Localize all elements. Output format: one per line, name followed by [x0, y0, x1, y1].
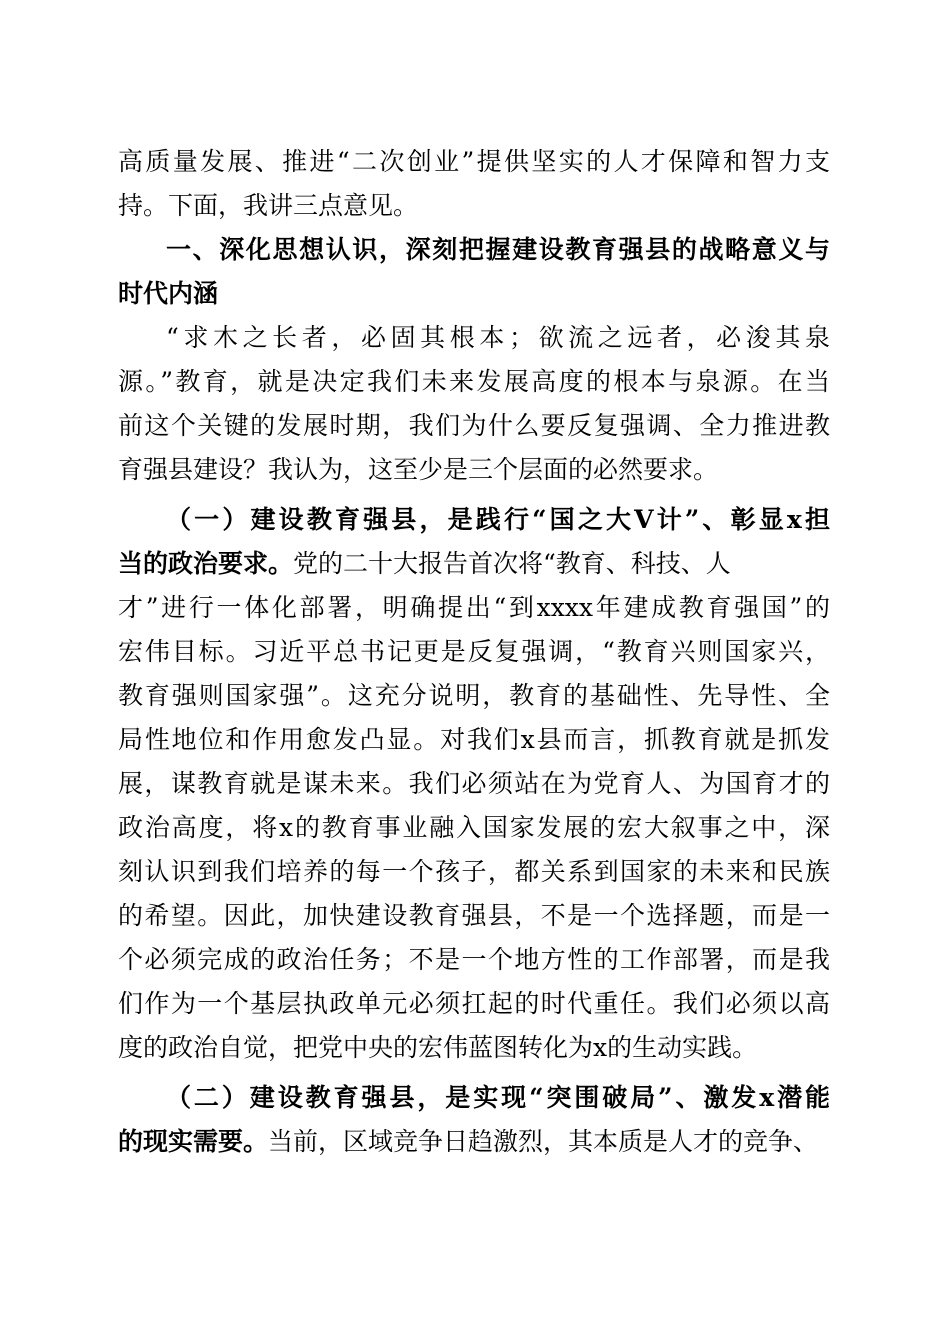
paragraph-text: 党的二十大报告首次将“教育、科技、人: [293, 549, 731, 578]
paragraph-line: 们作为一个基层执政单元必须扛起的时代重任。我们必须以高: [118, 989, 830, 1018]
subheading-tail: 当的政治要求。: [118, 549, 294, 578]
paragraph-line: 局性地位和作用愈发凸显。对我们x县而言，抓教育就是抓发: [118, 725, 830, 754]
paragraph-line: 前这个关键的发展时期，我们为什么要反复强调、全力推进教: [118, 411, 830, 440]
quote-line: “求木之长者，必固其根本；欲流之远者，必浚其泉: [166, 323, 830, 352]
paragraph-line: [118, 544, 830, 584]
paragraph-line: 个必须完成的政治任务；不是一个地方性的工作部署，而是我: [118, 945, 830, 974]
paragraph-text: 当前，区域竞争日趋激烈，其本质是人才的竞争、: [268, 1127, 819, 1156]
paragraph-line: 刻认识到我们培养的每一个孩子，都关系到国家的未来和民族: [118, 857, 830, 886]
paragraph-line: [118, 1122, 830, 1162]
paragraph-line: 持。下面，我讲三点意见。: [118, 191, 419, 220]
section-heading: 时代内涵: [118, 279, 219, 308]
paragraph-line: 源。”教育，就是决定我们未来发展高度的根本与泉源。在当: [118, 367, 830, 396]
paragraph-line: 展，谋教育就是谋未来。我们必须站在为党育人、为国育才的: [118, 769, 830, 798]
paragraph-line: 度的政治自觉，把党中央的宏伟蓝图转化为x的生动实践。: [118, 1033, 758, 1062]
paragraph-line: 宏伟目标。习近平总书记更是反复强调，“教育兴则国家兴，: [118, 637, 830, 666]
paragraph-line: 育强县建设？我认为，这至少是三个层面的必然要求。: [118, 455, 719, 484]
paragraph-line: 政治高度，将x的教育事业融入国家发展的宏大叙事之中，深: [118, 813, 830, 842]
paragraph-line: 教育强则国家强”。这充分说明，教育的基础性、先导性、全: [118, 681, 830, 710]
section-heading: 一、深化思想认识，深刻把握建设教育强县的战略意义与: [166, 235, 830, 264]
paragraph-line: 才”进行一体化部署，明确提出“到xxxx年建成教育强国”的: [118, 593, 830, 622]
subheading-tail: 的现实需要。: [118, 1127, 269, 1156]
paragraph-line: 的希望。因此，加快建设教育强县，不是一个选择题，而是一: [118, 901, 830, 930]
paragraph-line: 高质量发展、推进“二次创业”提供坚实的人才保障和智力支: [118, 147, 830, 176]
subheading-line: （一）建设教育强县，是践行“国之大Ⅴ计”、彰显x担: [166, 505, 830, 534]
subheading-line: （二）建设教育强县，是实现“突围破局”、激发x潜能: [166, 1083, 830, 1112]
